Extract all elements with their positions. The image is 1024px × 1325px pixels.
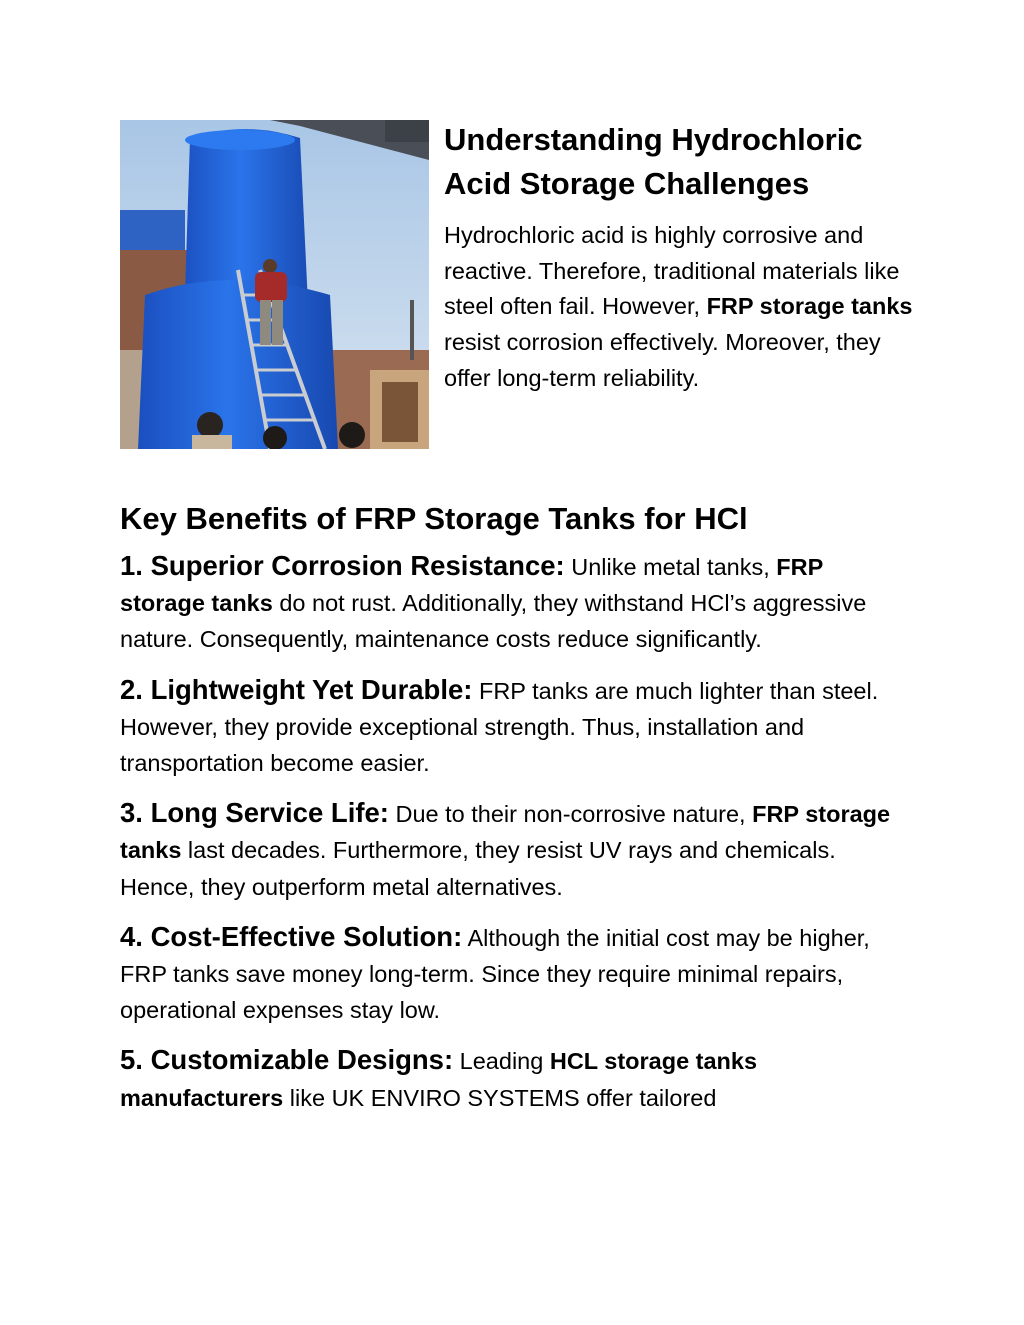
benefit-text: like UK ENVIRO SYSTEMS offer tailored (283, 1084, 717, 1111)
benefit-text: do not rust. Additionally, they withstand HCl’s aggressive nature. Consequently, maintenance costs reduce significantly. (120, 590, 867, 653)
benefit-item-3 (120, 795, 910, 905)
benefit-text: FRP tanks are much lighter than steel. However, they provide exceptional strength. Thus, installation and transportation become easier. (120, 677, 879, 777)
benefit-item-5 (120, 1042, 910, 1115)
benefit-item-1 (120, 548, 910, 658)
benefit-text: Leading (453, 1048, 550, 1075)
intro-text-2: resist corrosion effectively. Moreover, they offer long-term reliability. (444, 329, 881, 391)
benefit-lead: 2. Lightweight Yet Durable: (120, 673, 473, 705)
benefit-lead: 4. Cost-Effective Solution: (120, 920, 463, 952)
benefit-lead: 3. Long Service Life: (120, 797, 389, 829)
benefit-text: Although the initial cost may be higher, FRP tanks save money long-term. Since they require minimal repairs, operational expenses stay low. (120, 924, 870, 1024)
intro-title: Understanding Hydrochloric Acid Storage Challenges (444, 122, 863, 201)
benefit-lead: 1. Superior Corrosion Resistance: (120, 550, 565, 581)
benefit-bold-text: FRP storage tanks (120, 554, 823, 617)
intro-text-1: Hydrochloric acid is highly corrosive and reactive. Therefore, traditional materials like steel often fail. However, (444, 222, 900, 320)
benefits-section (120, 497, 910, 1130)
benefits-heading: Key Benefits of FRP Storage Tanks for HCl (120, 501, 748, 536)
tank-photo (120, 120, 429, 449)
intro-paragraph (444, 218, 914, 397)
benefit-text: Due to their non-corrosive nature, (388, 801, 753, 828)
intro-section (444, 118, 914, 397)
benefit-bold-text: HCL storage tanks manufacturers (120, 1048, 758, 1111)
benefit-text: last decades. Furthermore, they resist UV rays and chemicals. Hence, they outperform metal alternatives. (120, 837, 836, 900)
benefit-lead: 5. Customizable Designs: (120, 1044, 454, 1076)
benefit-text: Unlike metal tanks, (564, 554, 777, 580)
intro-bold-text: FRP storage tanks (706, 293, 913, 320)
benefit-item-4 (120, 919, 910, 1029)
benefit-item-2 (120, 672, 910, 782)
benefit-bold-text: FRP storage tanks (120, 801, 891, 864)
